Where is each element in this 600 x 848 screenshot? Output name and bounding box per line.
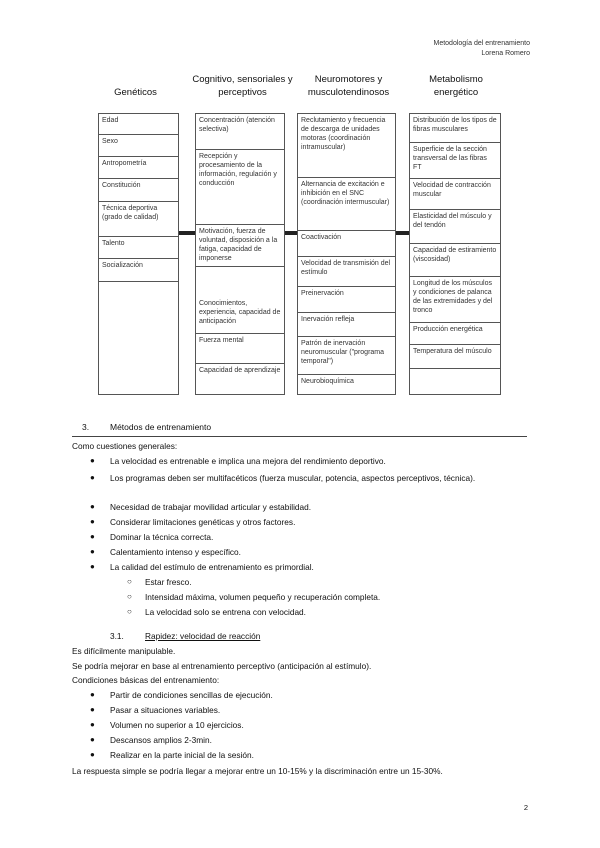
bullet-text: Dominar la técnica correcta. <box>110 532 214 542</box>
diagram-cell: Técnica deportiva (grado de calidad) <box>99 202 178 237</box>
bullet-dot: ● <box>90 473 95 482</box>
diagram-cell: Concentración (atención selectiva) <box>196 114 284 150</box>
diagram-cell: Elasticidad del músculo y del tendón <box>410 210 500 244</box>
section-divider <box>72 436 527 437</box>
bullet-dot: ● <box>90 532 95 541</box>
page-number: 2 <box>523 803 528 812</box>
diagram-cell: Capacidad de estiramiento (viscosidad) <box>410 244 500 277</box>
bullet-text: La calidad del estímulo de entrenamiento es primordial. <box>110 562 314 572</box>
bullet-text: La velocidad es entrenable e implica una mejora del rendimiento deportivo. <box>110 456 386 466</box>
subsection-title: Rapidez: velocidad de reacción <box>145 631 261 641</box>
connector-bar <box>178 231 196 235</box>
running-header-author: Lorena Romero <box>481 50 530 57</box>
diagram-cell: Patrón de inervación neuromuscular ("programa temporal") <box>298 337 395 375</box>
diagram-column-geneticos <box>98 113 179 395</box>
col1-title: Genéticos <box>114 87 157 98</box>
diagram-cell: Motivación, fuerza de voluntad, disposición a la fatiga, capacidad de imponerse <box>196 225 284 267</box>
col3-title: Neuromotores y musculotendinosos <box>307 74 390 98</box>
diagram-cell: Preinervación <box>298 287 395 313</box>
bullet-dot: ● <box>90 502 95 511</box>
paragraph: Es difícilmente manipulable. <box>72 646 176 656</box>
diagram-cell: Producción energética <box>410 323 500 345</box>
bullet-dot: ● <box>90 456 95 465</box>
subbullet-circle: ○ <box>127 607 132 616</box>
running-header-title: Metodología del entrenamiento <box>433 40 530 47</box>
connector-bar <box>395 231 409 235</box>
diagram-column-metabolismo <box>409 113 501 395</box>
bullet-text: Considerar limitaciones genéticas y otros factores. <box>110 517 296 527</box>
section-number: 3. <box>82 422 90 432</box>
subbullet-text: Intensidad máxima, volumen pequeño y recuperación completa. <box>145 592 381 602</box>
diagram-cell: Alternancia de excitación e inhibición en el SNC (coordinación intermuscular) <box>298 178 395 231</box>
bullet-text: Necesidad de trabajar movilidad articular y estabilidad. <box>110 502 312 512</box>
diagram-cell: Longitud de los músculos y condiciones de palanca de las extremidades y del tronco <box>410 277 500 323</box>
bullet-dot: ● <box>90 705 95 714</box>
diagram-cell: Velocidad de transmisión del estímulo <box>298 257 395 287</box>
bullet-text: Pasar a situaciones variables. <box>110 705 221 715</box>
bullet-text: Realizar en la parte inicial de la sesión. <box>110 750 254 760</box>
diagram-cell: Superficie de la sección transversal de las fibras FT <box>410 143 500 179</box>
diagram-column-neuromotores <box>297 113 396 395</box>
section-title: Métodos de entrenamiento <box>110 422 212 432</box>
bullet-dot: ● <box>90 690 95 699</box>
diagram-cell: Antropometría <box>99 157 178 179</box>
diagram-column-cognitivo <box>195 113 285 395</box>
section-intro: Como cuestiones generales: <box>72 441 178 451</box>
diagram-cell: Sexo <box>99 135 178 157</box>
diagram-cell: Velocidad de contracción muscular <box>410 179 500 210</box>
subbullet-text: Estar fresco. <box>145 577 192 587</box>
subbullet-circle: ○ <box>127 577 132 586</box>
subbullet-text: La velocidad solo se entrena con velocidad. <box>145 607 306 617</box>
diagram-cell: Inervación refleja <box>298 313 395 337</box>
diagram-cell: Reclutamiento y frecuencia de descarga de unidades motoras (coordinación intramuscular) <box>298 114 395 178</box>
diagram-cell: Recepción y procesamiento de la información, regulación y conducción <box>196 150 284 225</box>
subsection-number: 3.1. <box>110 631 124 641</box>
bullet-text: Partir de condiciones sencillas de ejecución. <box>110 690 273 700</box>
bullet-dot: ● <box>90 735 95 744</box>
diagram-cell: Neurobioquímica <box>301 378 354 385</box>
diagram-cell: Edad <box>99 114 178 135</box>
diagram-cell: Coactivación <box>298 231 395 257</box>
diagram-cell: Socialización <box>99 259 178 282</box>
diagram-cell: Distribución de los tipos de fibras musculares <box>410 114 500 143</box>
diagram-cell: Temperatura del músculo <box>410 345 500 369</box>
paragraph: Se podría mejorar en base al entrenamiento perceptivo (anticipación al estímulo). <box>72 661 372 671</box>
bullet-text: Calentamiento intenso y específico. <box>110 547 241 557</box>
connector-bar <box>284 231 298 235</box>
bullet-dot: ● <box>90 720 95 729</box>
col2-title: Cognitivo, sensoriales y perceptivos <box>192 74 293 98</box>
paragraph: La respuesta simple se podría llegar a mejorar entre un 10-15% y la discriminación entre un 15-30%. <box>72 766 443 776</box>
subbullet-circle: ○ <box>127 592 132 601</box>
col4-title: Metabolismo energético <box>429 74 483 98</box>
bullet-text: Descansos amplios 2-3min. <box>110 735 212 745</box>
diagram-cell: Talento <box>99 237 178 259</box>
bullet-dot: ● <box>90 750 95 759</box>
bullet-dot: ● <box>90 562 95 571</box>
paragraph: Condiciones básicas del entrenamiento: <box>72 675 220 685</box>
bullet-text: Los programas deben ser multifacéticos (fuerza muscular, potencia, aspectos perceptivos, técnica). <box>110 473 476 483</box>
bullet-dot: ● <box>90 547 95 556</box>
diagram-cell: Capacidad de aprendizaje <box>199 367 281 374</box>
bullet-dot: ● <box>90 517 95 526</box>
diagram-cell: Fuerza mental <box>196 334 284 364</box>
diagram-cell: Conocimientos, experiencia, capacidad de anticipación <box>196 297 284 334</box>
bullet-text: Volumen no superior a 10 ejercicios. <box>110 720 244 730</box>
diagram-cell: Constitución <box>99 179 178 202</box>
